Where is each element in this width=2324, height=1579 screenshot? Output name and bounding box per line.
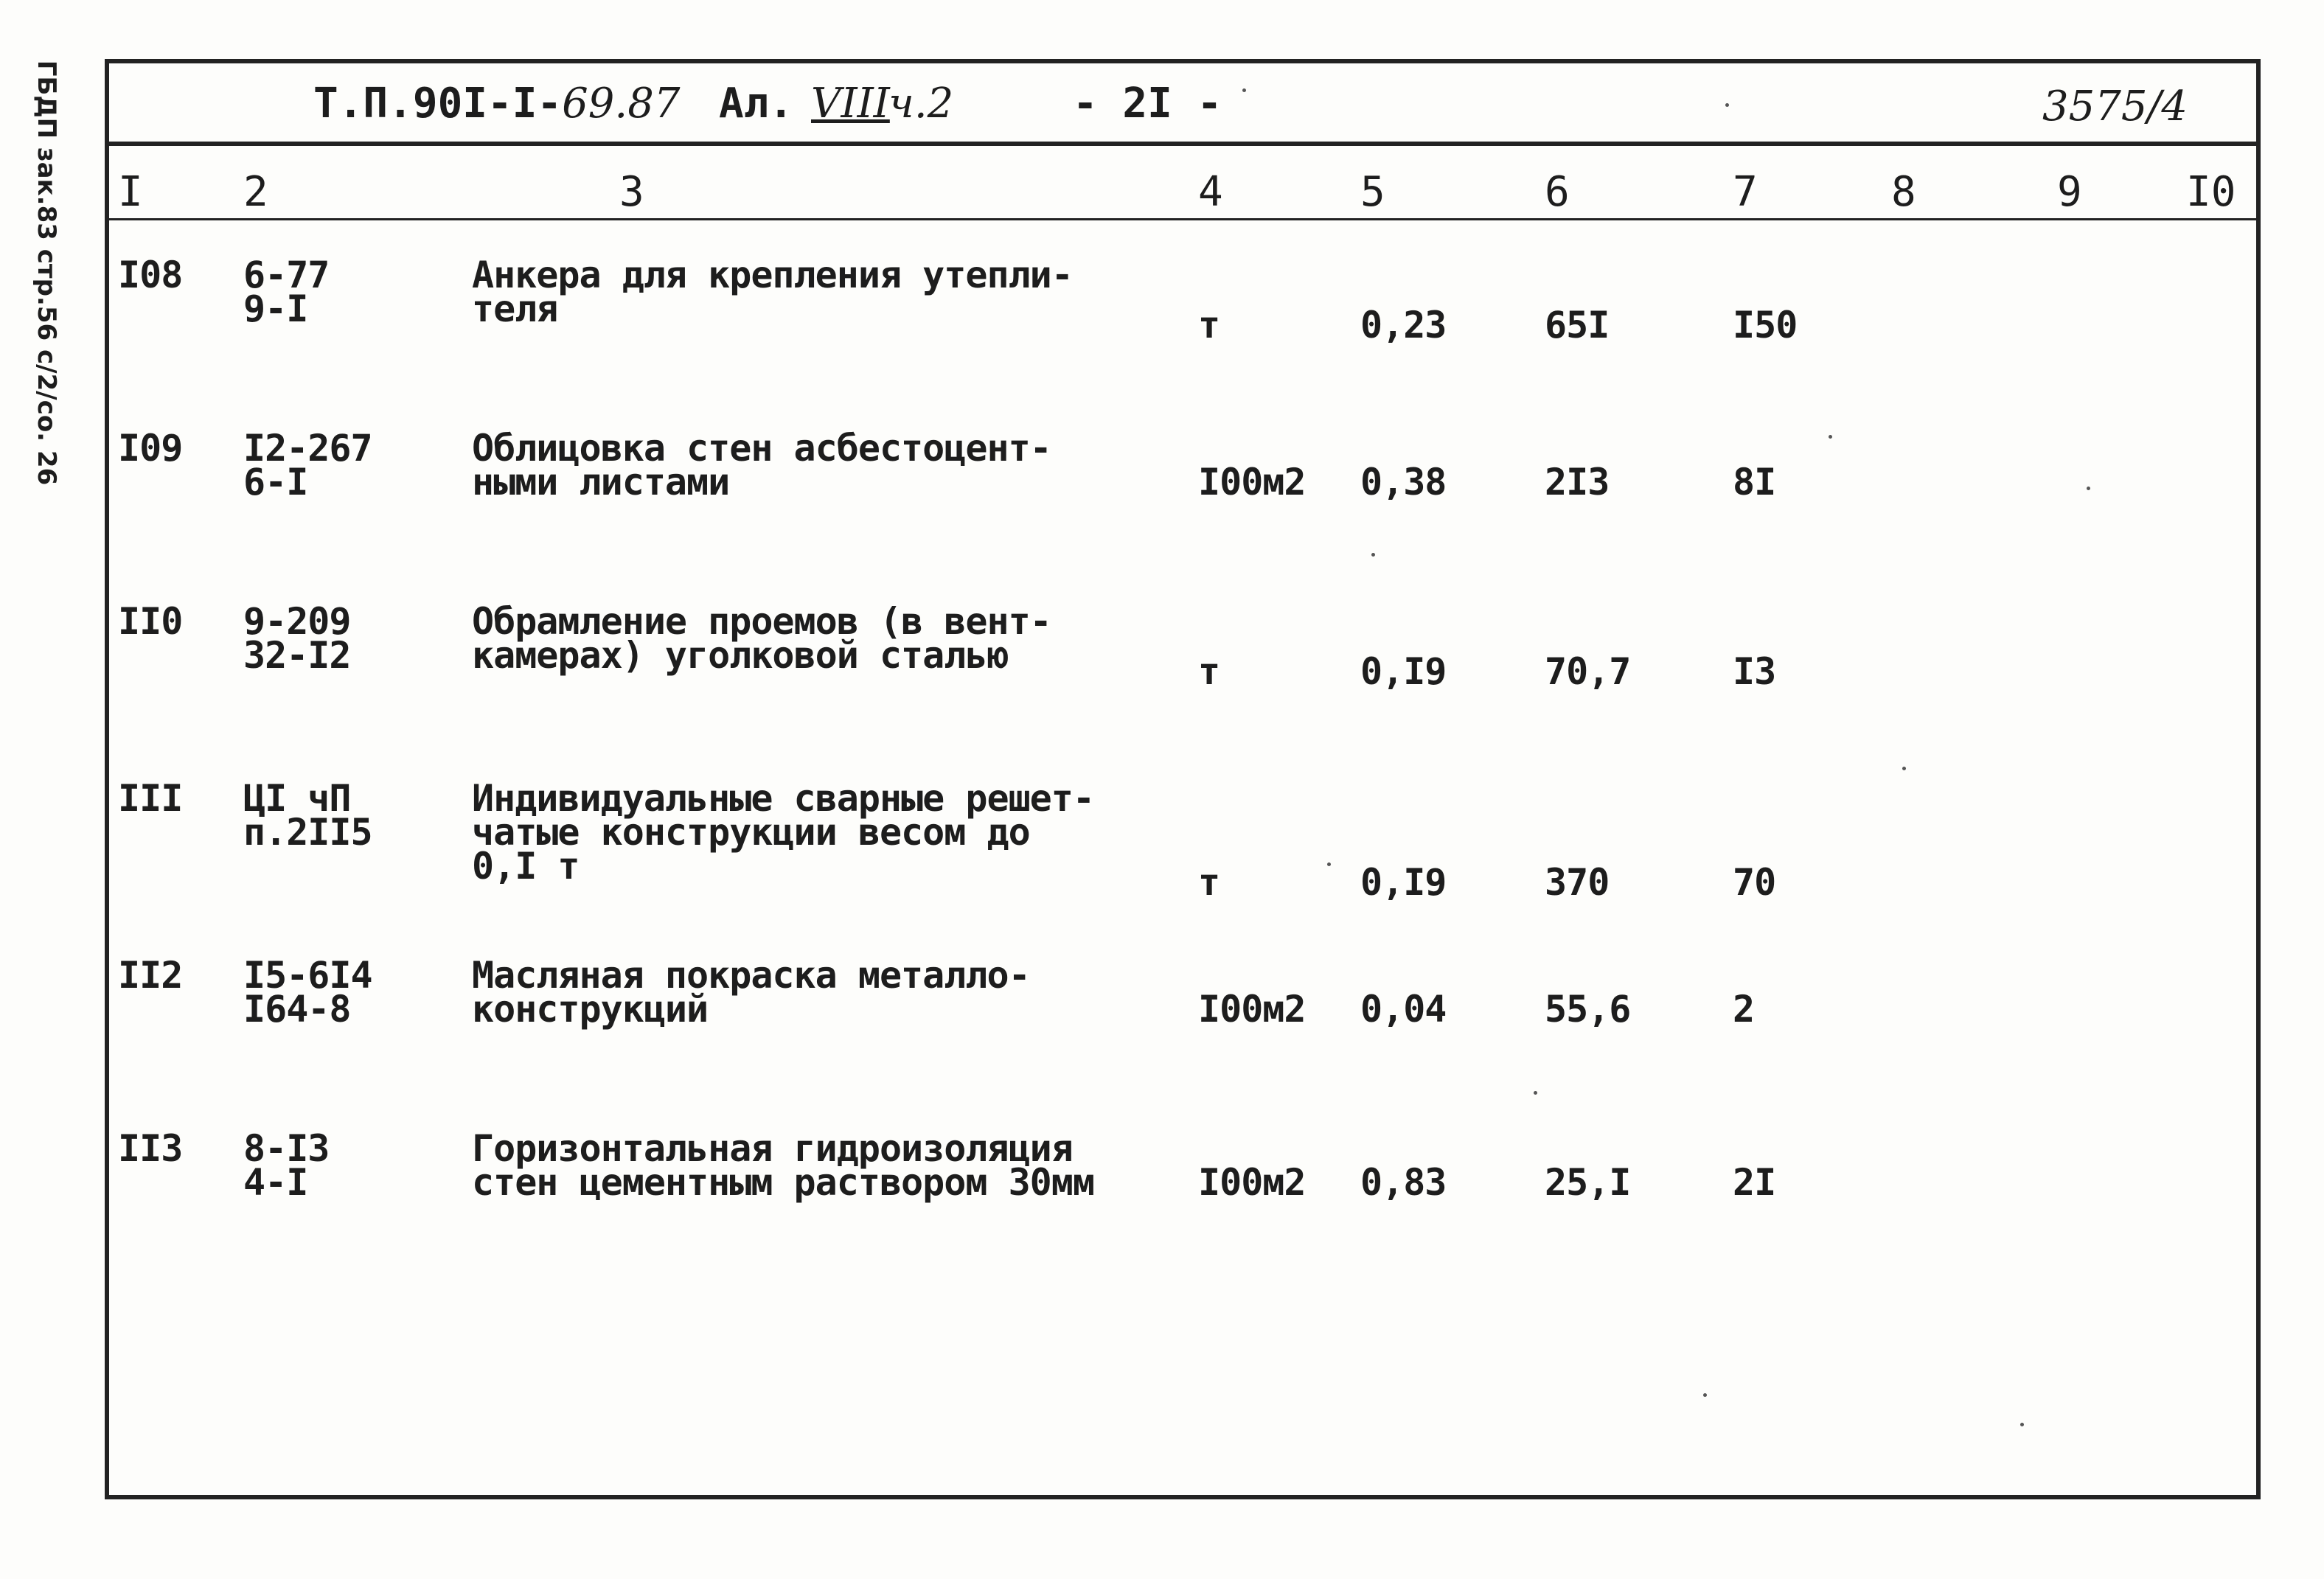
norm-code: ЦI чП [243,777,351,820]
total-cost: 8I [1733,461,1776,503]
page-number: - 2I - [1073,80,1222,128]
norm-code: п.2II5 [243,811,372,854]
norm-code: 9-I [243,287,308,330]
work-description: Анкера для крепления утепли- [472,254,1073,296]
scan-speck [1829,435,1832,439]
scan-speck [1371,553,1375,557]
album-roman: VIII [811,80,890,128]
work-description: Масляная покраска металло- [472,954,1030,997]
norm-code: 6-I [243,461,308,503]
header-rule [105,142,2261,146]
document-frame [105,59,2261,1499]
total-cost: I3 [1733,650,1776,693]
row-number: II3 [118,1127,183,1170]
album-part: ч.2 [888,80,954,128]
scan-speck [1725,103,1729,107]
work-description: Обрамление проемов (в вент- [472,600,1051,643]
column-numbers-rule [105,218,2261,220]
unit: т [1198,650,1220,693]
unit: I00м2 [1198,988,1306,1031]
scan-speck [2087,487,2090,490]
total-cost: 2 [1733,988,1755,1031]
scan-speck [2020,1423,2024,1426]
work-description: Облицовка стен асбестоцент- [472,427,1051,470]
work-description: чатые конструкции весом до [472,811,1030,854]
work-description: 0,I т [472,845,580,888]
doc-code [313,80,680,128]
total-cost: I50 [1733,304,1798,346]
doc-code-printed: Т.П.90I-I- [313,80,563,128]
unit-price: 25,I [1545,1161,1631,1204]
scan-speck [1703,1393,1707,1397]
column-number-4: 4 [1198,168,1223,216]
column-number-8: 8 [1891,168,1916,216]
scan-speck [1242,88,1246,92]
album-label: Ал. [719,80,794,128]
unit-price: 65I [1545,304,1610,346]
column-number-7: 7 [1733,168,1758,216]
quantity: 0,23 [1360,304,1447,346]
doc-code-handwritten: 69.87 [562,80,681,128]
norm-code: 9-209 [243,600,351,643]
scan-speck [1902,767,1906,770]
work-description: стен цементным раствором 30мм [472,1161,1094,1204]
column-number-10: I0 [2186,168,2236,216]
column-number-2: 2 [243,168,268,216]
work-description: конструкций [472,988,709,1031]
work-description: теля [472,287,558,330]
column-number-3: 3 [619,168,644,216]
unit: т [1198,861,1220,904]
quantity: 0,38 [1360,461,1447,503]
scan-speck [1327,862,1331,866]
unit-price: 370 [1545,861,1610,904]
quantity: 0,83 [1360,1161,1447,1204]
quantity: 0,04 [1360,988,1447,1031]
column-number-9: 9 [2057,168,2082,216]
unit: т [1198,304,1220,346]
work-description: Индивидуальные сварные решет- [472,777,1094,820]
scan-speck [1534,1091,1537,1095]
unit-price: 2I3 [1545,461,1610,503]
side-stamp-text: ГБДП зак.83 стр.56 с/2/со. 26 [32,60,61,486]
row-number: II2 [118,954,183,997]
work-description: камерах) уголковой сталью [472,634,1009,677]
norm-code: 4-I [243,1161,308,1204]
quantity: 0,I9 [1360,650,1447,693]
row-number: II0 [118,600,183,643]
row-number: I08 [118,254,183,296]
sheet-number: 3575/4 [2042,83,2188,130]
work-description: ными листами [472,461,730,503]
norm-code: I2-267 [243,427,372,470]
column-number-6: 6 [1545,168,1570,216]
row-number: I09 [118,427,183,470]
column-number-1: I [118,168,143,216]
work-description: Горизонтальная гидроизоляция [472,1127,1073,1170]
row-number: III [118,777,183,820]
total-cost: 70 [1733,861,1776,904]
quantity: 0,I9 [1360,861,1447,904]
unit-price: 55,6 [1545,988,1631,1031]
unit: I00м2 [1198,1161,1306,1204]
norm-code: 8-I3 [243,1127,330,1170]
norm-code: 32-I2 [243,634,351,677]
unit-price: 70,7 [1545,650,1631,693]
unit: I00м2 [1198,461,1306,503]
norm-code: 6-77 [243,254,330,296]
norm-code: I5-6I4 [243,954,372,997]
norm-code: I64-8 [243,988,351,1031]
column-number-5: 5 [1360,168,1385,216]
side-stamp [13,60,80,486]
total-cost: 2I [1733,1161,1776,1204]
